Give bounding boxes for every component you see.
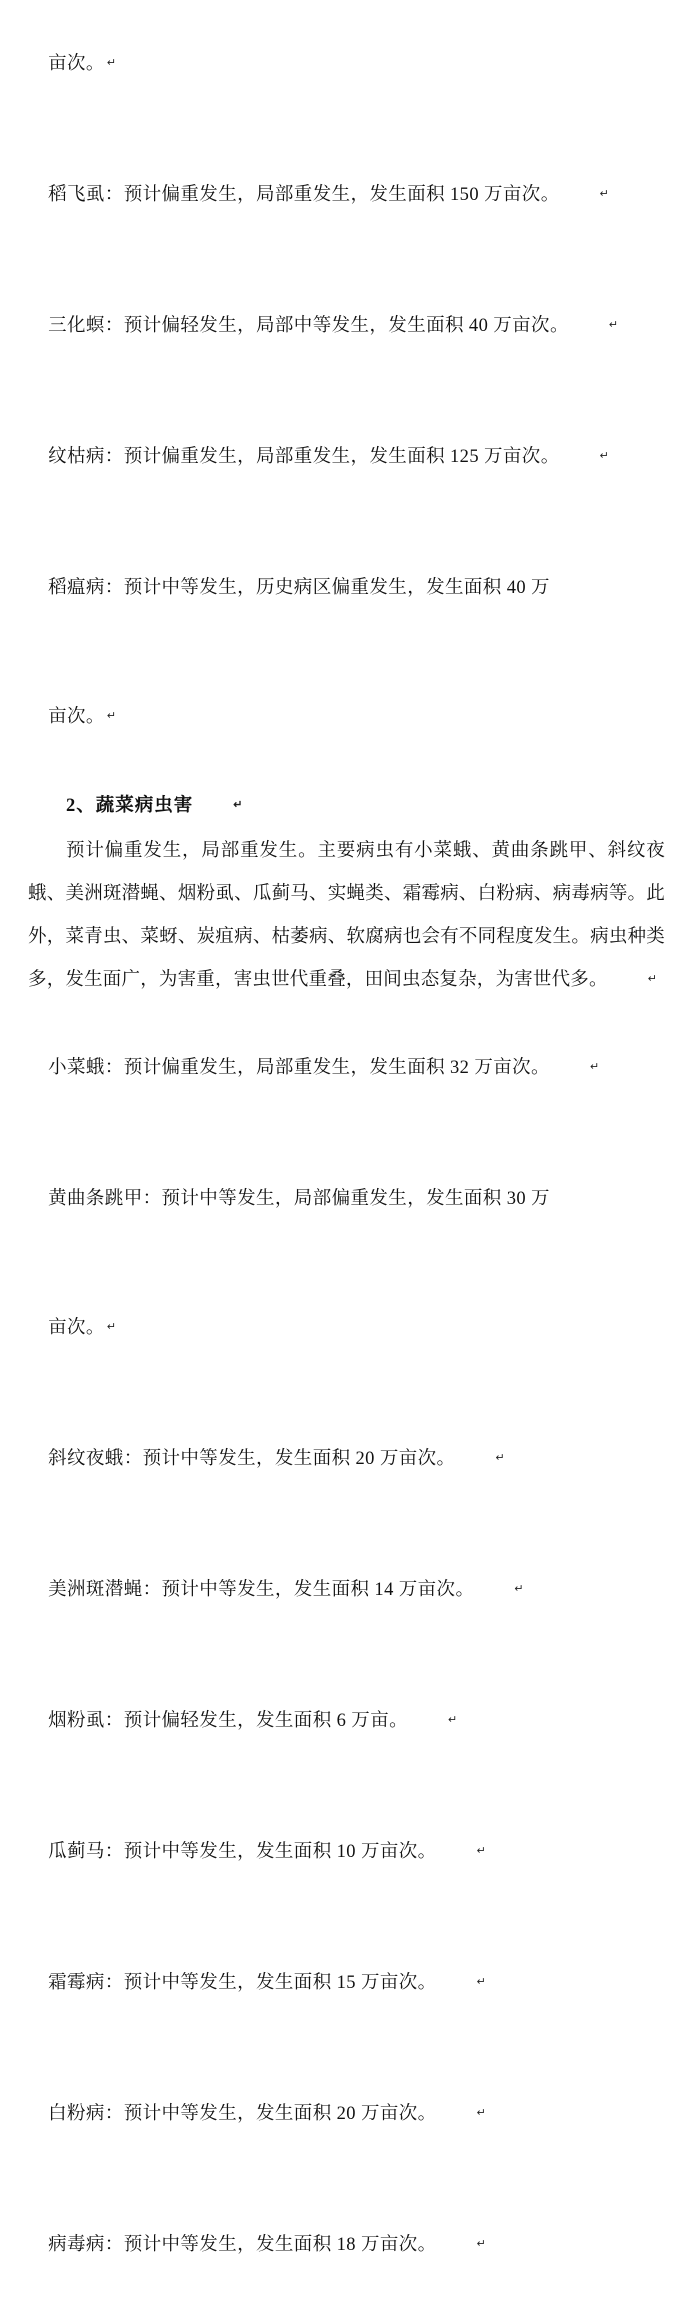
line-text: 亩次。: [48, 1318, 105, 1338]
text-line: [28, 1135, 665, 1264]
body-paragraph-text: 预计偏重发生，局部重发生。主要病虫有小菜蛾、黄曲条跳甲、斜纹夜蛾、美洲斑潜蝇、烟粉虱、瓜蓟马、实蝇类、霜霉病、白粉病、病毒病等。此外，菜青虫、菜蚜、炭疽病、枯萎病、软腐病也会有不同程度发生。病虫种类多，发生面广，为害重，害虫世代重叠，田间虫态复杂，为害世代多。: [28, 841, 665, 990]
line-text: 三化螟：预计偏轻发生，局部中等发生，发生面积 40 万亩次。: [48, 316, 569, 336]
text-line: [28, 1657, 665, 1788]
line-text: 病毒病：预计中等发生，发生面积 18 万亩次。: [48, 2235, 437, 2255]
text-line: [28, 2181, 665, 2312]
paragraph-mark: ↵: [476, 2107, 487, 2119]
text-line: [28, 1004, 665, 1135]
text-line: [28, 2050, 665, 2181]
line-text: 稻瘟病：预计中等发生，历史病区偏重发生，发生面积 40 万: [48, 578, 550, 598]
line-text: 斜纹夜蛾：预计中等发生，发生面积 20 万亩次。: [48, 1449, 456, 1469]
paragraph-mark: ↵: [106, 57, 117, 69]
section-heading-text: 2、蔬菜病虫害: [66, 796, 194, 816]
text-line: [28, 1788, 665, 1919]
paragraph-mark: ↵: [589, 1061, 600, 1073]
text-line: [28, 393, 665, 524]
paragraph-mark: ↵: [476, 2238, 487, 2250]
text-line: [28, 0, 665, 131]
paragraph-mark: ↵: [476, 1845, 487, 1857]
text-line: [28, 1395, 665, 1526]
text-line: [28, 524, 665, 653]
text-line: [28, 653, 665, 784]
line-text: 瓜蓟马：预计中等发生，发生面积 10 万亩次。: [48, 1842, 437, 1862]
paragraph-mark: ↵: [514, 1583, 524, 1595]
paragraph-mark: ↵: [448, 1714, 458, 1726]
paragraph-mark: ↵: [599, 188, 610, 200]
paragraph-mark: ↵: [233, 799, 244, 811]
line-text: 亩次。: [48, 54, 105, 74]
paragraph-mark: ↵: [599, 450, 610, 462]
text-line: [28, 1919, 665, 2050]
paragraph-mark: ↵: [106, 1321, 117, 1333]
paragraph-mark: ↵: [106, 710, 117, 722]
paragraph-mark: ↵: [647, 973, 658, 985]
line-text: 霜霉病：预计中等发生，发生面积 15 万亩次。: [48, 1973, 437, 1993]
body-paragraph: [28, 830, 665, 1004]
paragraph-mark: ↵: [476, 1976, 487, 1988]
text-line: [28, 1264, 665, 1395]
line-text: 白粉病：预计中等发生，发生面积 20 万亩次。: [48, 2104, 437, 2124]
line-text: 稻飞虱：预计偏重发生，局部重发生，发生面积 150 万亩次。: [48, 185, 560, 205]
text-line: [28, 262, 665, 393]
line-text: 纹枯病：预计偏重发生，局部重发生，发生面积 125 万亩次。: [48, 447, 560, 467]
section-heading: [28, 784, 665, 830]
paragraph-mark: ↵: [608, 319, 619, 331]
line-text: 美洲斑潜蝇：预计中等发生，发生面积 14 万亩次。: [48, 1580, 475, 1600]
text-line: [28, 1526, 665, 1657]
line-text: 亩次。: [48, 707, 105, 727]
text-line: [28, 131, 665, 262]
paragraph-mark: ↵: [495, 1452, 506, 1464]
line-text: 小菜蛾：预计偏重发生，局部重发生，发生面积 32 万亩次。: [48, 1058, 550, 1078]
line-text: 烟粉虱：预计偏轻发生，发生面积 6 万亩。: [48, 1711, 409, 1731]
line-text: 黄曲条跳甲：预计中等发生，局部偏重发生，发生面积 30 万: [48, 1189, 550, 1209]
